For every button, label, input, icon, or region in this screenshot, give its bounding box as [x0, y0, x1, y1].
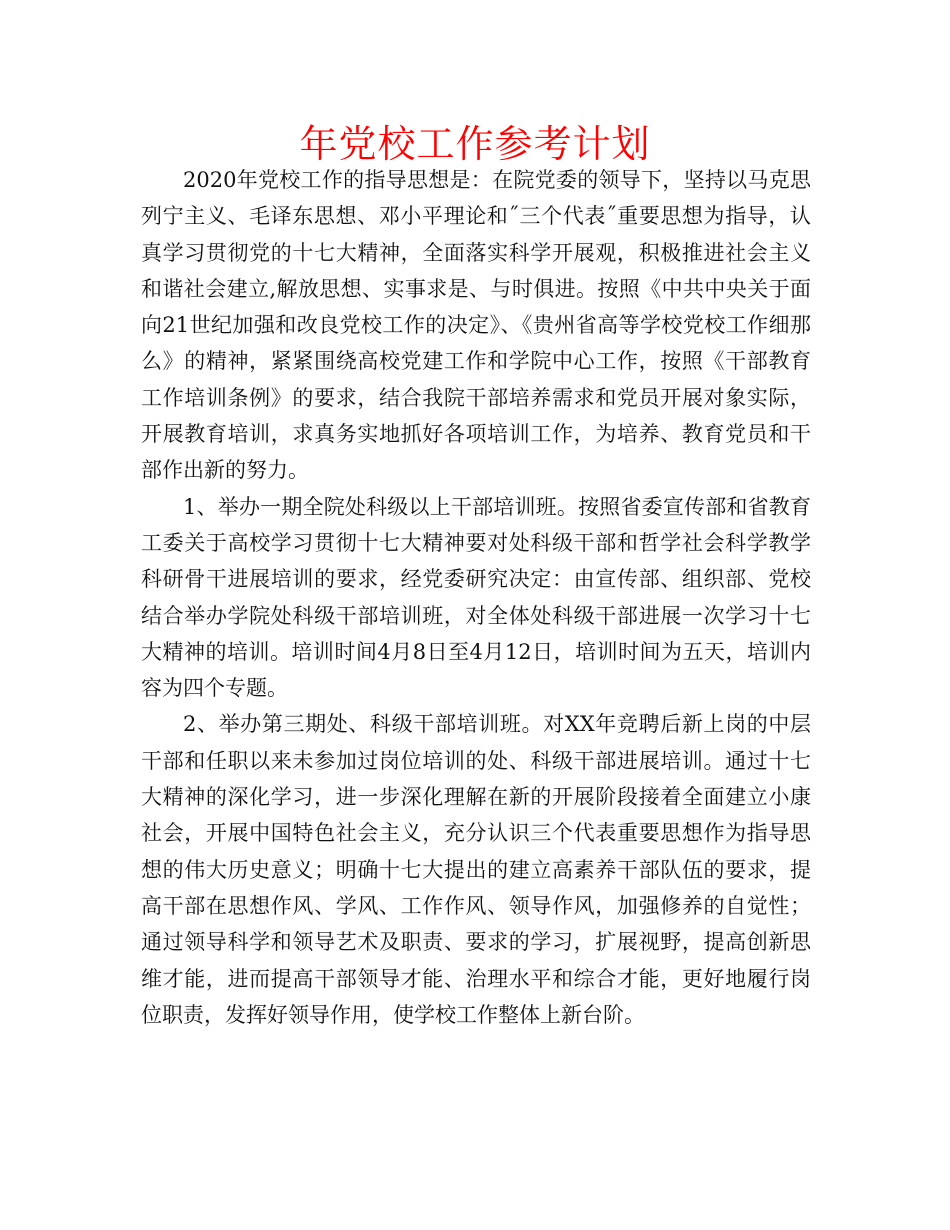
- paragraph-item-2: 2、举办第三期处、科级干部培训班。对XX年竞聘后新上岗的中层干部和任职以来未参加过岗位培训的处、科级干部进展培训。通过十七大精神的深化学习，进一步深化理解在新的开展阶段接着全面建立小康社会，开展中国特色社会主义，充分认识三个代表重要思想作为指导思想的伟大历史意义；明确十七大提出的建立高素养干部队伍的要求，提高干部在思想作风、学风、工作作风、领导作风，加强修养的自觉性；通过领导科学和领导艺术及职责、要求的学习，扩展视野，提高创新思维才能，进而提高干部领导才能、治理水平和综合才能，更好地履行岗位职责，发挥好领导作用，使学校工作整体上新台阶。: [141, 712, 811, 1027]
- paragraph-item-1: 1、举办一期全院处科级以上干部培训班。按照省委宣传部和省教育工委关于高校学习贯彻十七大精神要对处科级干部和哲学社会科学教学科研骨干进展培训的要求，经党委研究决定：由宣传部、组织部、党校结合举办学院处科级干部培训班，对全体处科级干部进展一次学习十七大精神的培训。培训时间4月8日至4月12日，培训时间为五天，培训内容为四个专题。: [141, 494, 811, 701]
- document-body: [141, 162, 811, 1033]
- document-title: 年党校工作参考计划: [299, 122, 651, 166]
- paragraph-guiding-principle: 2020年党校工作的指导思想是：在院党委的领导下，坚持以马克思列宁主义、毛译东思想、邓小平理论和˝三个代表˝重要思想为指导，认真学习贯彻党的十七大精神，全面落实科学开展观，积极推进社会主义和谐社会建立,解放思想、实事求是、与时俱进。按照《中共中央关于面向21世纪加强和改良党校工作的决定》、《贵州省高等学校党校工作细那么》的精神，紧紧围绕高校党建工作和学院中心工作，按照《干部教育工作培训条例》的要求，结合我院干部培养需求和党员开展对象实际，开展教育培训，求真务实地抓好各项培训工作，为培养、教育党员和干部作出新的努力。: [141, 168, 811, 483]
